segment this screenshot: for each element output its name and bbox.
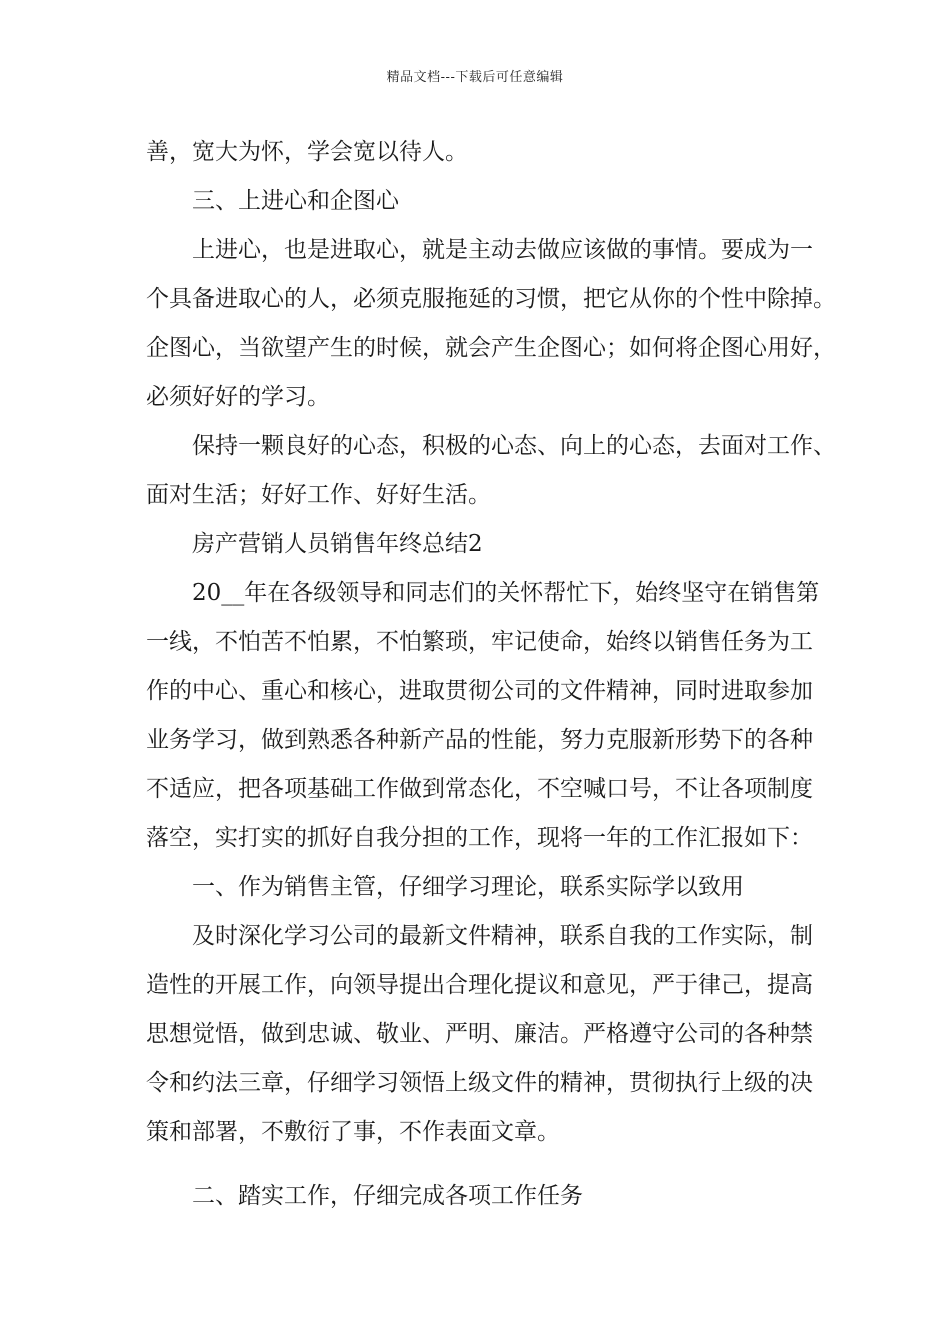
text-line: 造性的开展工作，向领导提出合理化提议和意见，严于律己，提高 <box>146 972 813 998</box>
text-line: 企图心，当欲望产生的时候，就会产生企图心；如何将企图心用好， <box>146 335 836 361</box>
text-line: 面对生活；好好工作、好好生活。 <box>146 482 491 508</box>
document-subtitle: 房产营销人员销售年终总结2 <box>192 531 483 557</box>
page-header: 精品文档---下载后可任意编辑 <box>386 70 564 85</box>
text-line: 业务学习，做到熟悉各种新产品的性能，努力克服新形势下的各种 <box>146 727 813 753</box>
text-line: 善，宽大为怀，学会宽以待人。 <box>146 139 468 165</box>
text-line: 策和部署，不敷衍了事，不作表面文章。 <box>146 1119 560 1145</box>
section-heading: 三、上进心和企图心 <box>192 188 399 214</box>
text-line: 作的中心、重心和核心，进取贯彻公司的文件精神，同时进取参加 <box>146 678 813 704</box>
text-line: 落空，实打实的抓好自我分担的工作，现将一年的工作汇报如下： <box>146 825 813 851</box>
text-line: 保持一颗良好的心态，积极的心态、向上的心态，去面对工作、 <box>192 433 836 459</box>
text-line: 不适应，把各项基础工作做到常态化，不空喊口号，不让各项制度 <box>146 776 813 802</box>
paragraph-gap <box>146 1157 826 1172</box>
text-line: 一线，不怕苦不怕累，不怕繁琐，牢记使命，始终以销售任务为工 <box>146 629 813 655</box>
text-line: 思想觉悟，做到忠诚、敬业、严明、廉洁。严格遵守公司的各种禁 <box>146 1021 813 1047</box>
document-body <box>146 128 836 1221</box>
text-line: 20__年在各级领导和同志们的关怀帮忙下，始终坚守在销售第 <box>192 580 820 606</box>
section-heading: 二、踏实工作，仔细完成各项工作任务 <box>192 1183 583 1209</box>
text-line: 个具备进取心的人，必须克服拖延的习惯，把它从你的个性中除掉。 <box>146 286 836 312</box>
section-heading: 一、作为销售主管，仔细学习理论，联系实际学以致用 <box>192 874 744 900</box>
text-line: 令和约法三章，仔细学习领悟上级文件的精神，贯彻执行上级的决 <box>146 1070 813 1096</box>
text-line: 及时深化学习公司的最新文件精神，联系自我的工作实际，制 <box>192 923 813 949</box>
text-line: 必须好好的学习。 <box>146 384 330 410</box>
text-line: 上进心，也是进取心，就是主动去做应该做的事情。要成为一 <box>192 237 813 263</box>
